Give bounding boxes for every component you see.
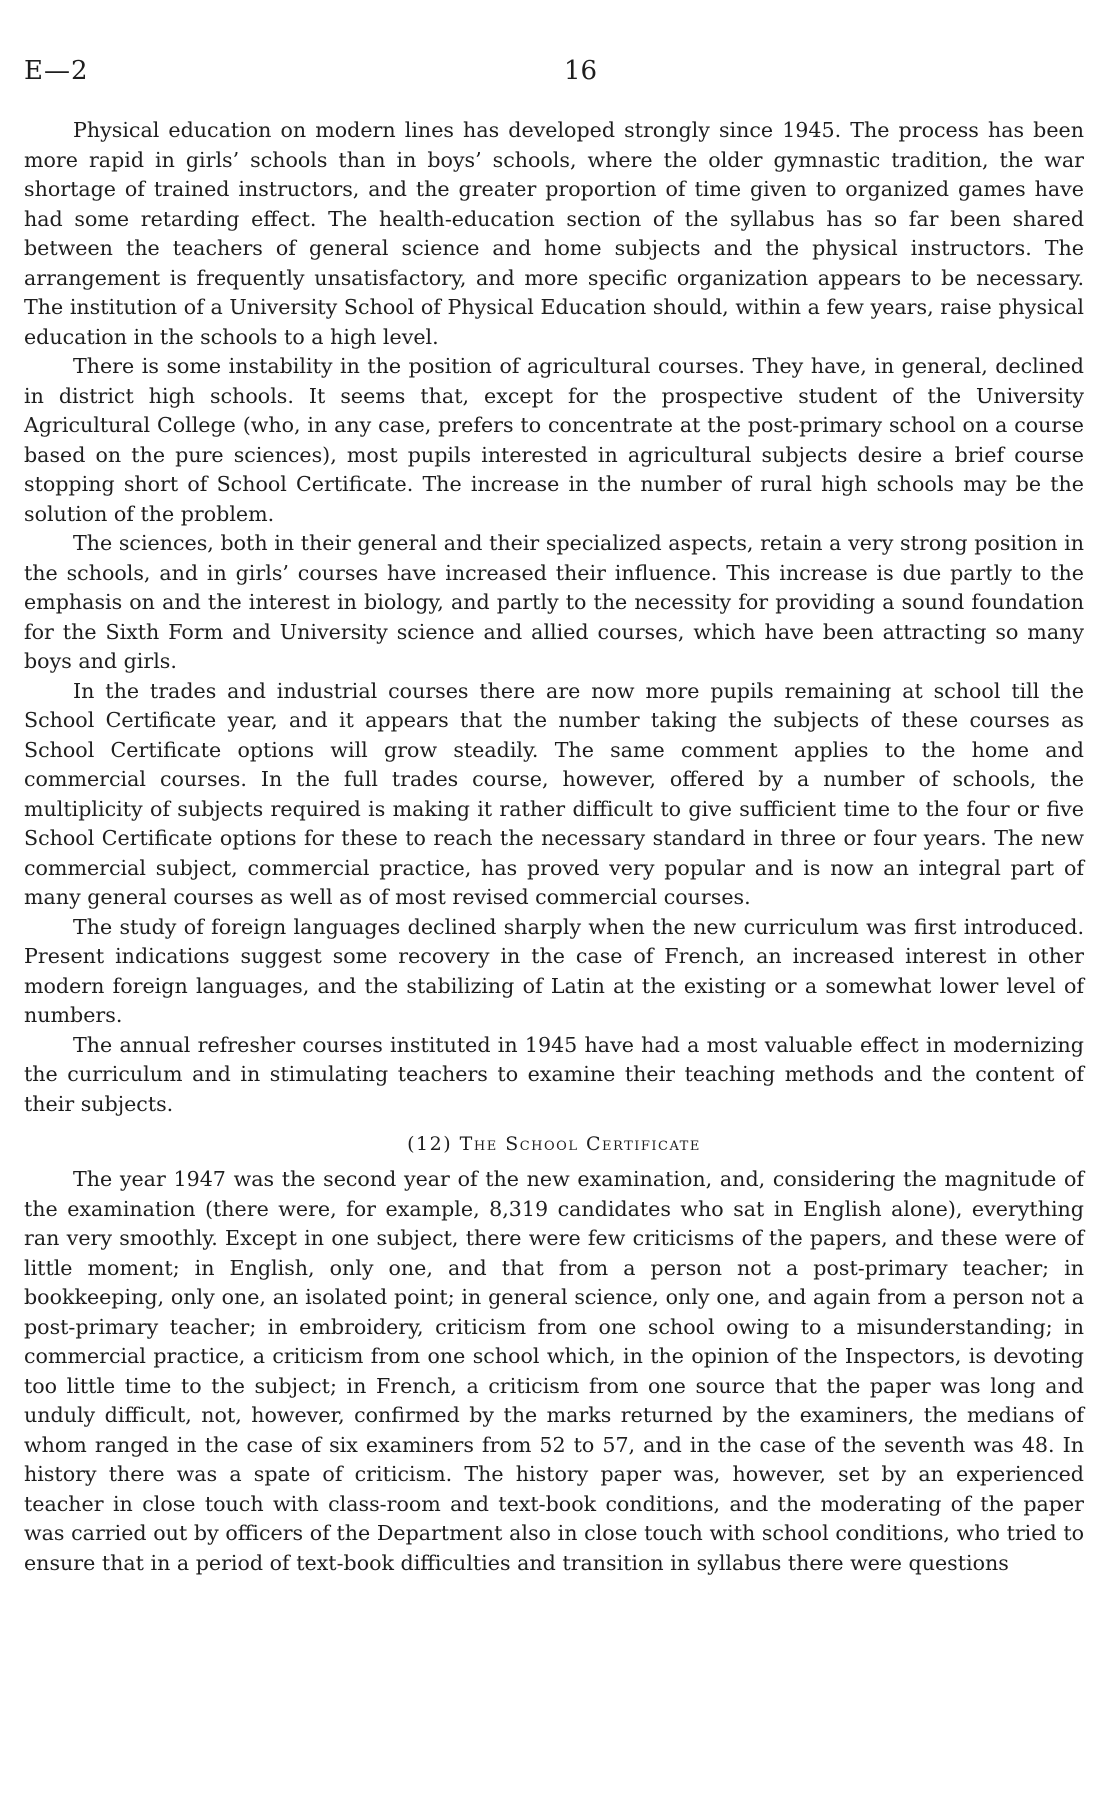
paragraph-refresher-courses: The annual refresher courses instituted in 1945 have had a most valuable effect in modernizing the curriculum and in stimulating teachers to examine their teaching methods and the content of their subjects. [24,1032,1084,1116]
document-page [24,56,1084,1578]
paragraph-sciences: The sciences, both in their general and their specialized aspects, retain a very strong position in the schools, and in girls’ courses have increased their influence. This increase is due partly to the emphasis on and the interest in biology, and partly to the necessity for providing a sound foundation for the Sixth Form and University science and allied courses, which have been attracting so many boys and girls. [24,531,1084,673]
paragraph-foreign-languages: The study of foreign languages declined sharply when the new curriculum was first introduced. Present indications suggest some recovery in the case of French, an increased interest in other modern foreign languages, and the stabilizing of Latin at the existing or a somewhat lower level of numbers. [24,914,1084,1027]
paragraph-agricultural-courses: There is some instability in the position of agricultural courses. They have, in general, declined in district high schools. It seems that, except for the prospective student of the University Agricultural College (who, in any case, prefers to concentrate at the post-primary school on a course based on the pure sciences), most pupils interested in agricultural subjects desire a brief course stopping short of School Certificate. The increase in the number of rural high schools may be the solution of the problem. [24,354,1084,526]
paragraph-trades-courses: In the trades and industrial courses there are now more pupils remaining at school till the School Certificate year, and it appears that the number taking the subjects of these courses as School Certificate options will grow steadily. The same comment applies to the home and commercial courses. In the full trades course, however, offered by a number of schools, the multiplicity of subjects required is making it rather difficult to give sufficient time to the four or five School Certificate options for these to reach the necessary standard in three or four years. The new commercial subject, commercial practice, has proved very popular and is now an integral part of many general courses as well as of most revised commercial courses. [24,678,1084,909]
page-number: 16 [564,56,598,86]
paragraph-school-certificate: The year 1947 was the second year of the new examination, and, considering the magnitude of the examination (there were, for example, 8,319 candidates who sat in English alone), everything ran very smoothly. Except in one subject, there were few criticisms of the papers, and these were of little moment; in English, only one, and that from a person not a post-primary teacher; in bookkeeping, only one, an isolated point; in general science, only one, and again from a person not a post-primary teacher; in embroidery, criticism from one school owing to a misunderstanding; in commercial practice, a criticism from one school which, in the opinion of the Inspectors, is devoting too little time to the subject; in French, a criticism from one source that the paper was long and unduly difficult, not, however, confirmed by the marks returned by the examiners, the medians of whom ranged in the case of six examiners from 52 to 57, and in the case of the seventh was 48. In history there was a spate of criticism. The history paper was, however, set by an experienced teacher in close touch with class-room and text-book conditions, and the moderating of the paper was carried out by officers of the Department also in close touch with school conditions, who tried to ensure that in a period of text-book difficulties and transition in syllabus there were questions [24,1167,1084,1575]
paragraph-physical-education: Physical education on modern lines has developed strongly since 1945. The process has been more rapid in girls’ schools than in boys’ schools, where the older gymnastic tradition, the war shortage of trained instructors, and the greater proportion of time given to organized games have had some retarding effect. The health-education section of the syllabus has so far been shared between the teachers of general science and home subjects and the physical instructors. The arrangement is frequently unsatisfactory, and more specific organization appears to be necessary. The institution of a University School of Physical Education should, within a few years, raise physical education in the schools to a high level. [24,118,1084,349]
document-reference: E—2 [24,56,89,86]
section-heading: (12) The School Certificate [407,1133,701,1155]
document-body [24,116,1084,1578]
page-header [24,56,1084,96]
